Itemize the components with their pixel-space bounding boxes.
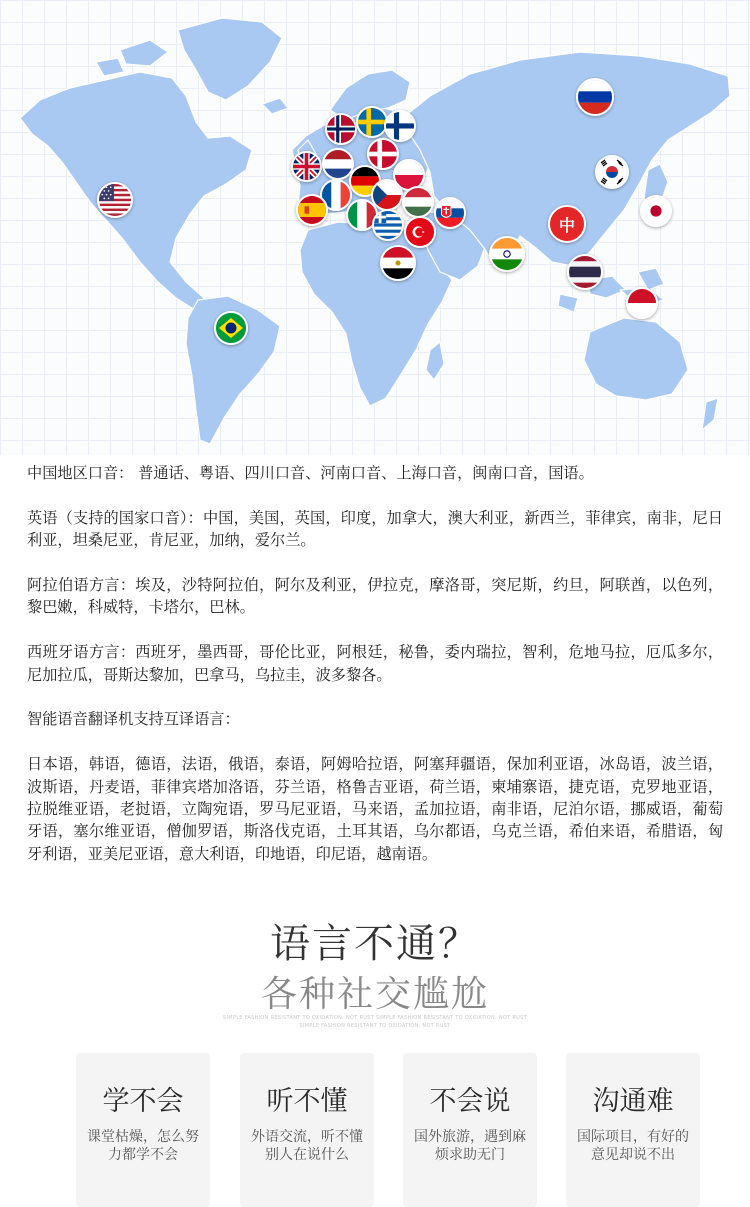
norway-flag-icon: [325, 113, 357, 145]
pain-point-card-understand: [240, 1053, 374, 1207]
card-description: 外语交流，听不懂别人在说什么: [251, 1129, 363, 1163]
uk-flag-icon: [291, 151, 322, 182]
finland-flag-icon: [384, 110, 416, 142]
card-description: 国外旅游，遇到麻烦求助无门: [414, 1129, 526, 1163]
chinese-accents-paragraph: 中国地区口音： 普通话、粤语、四川口音、河南口音、上海口音，闽南口音，国语。: [27, 464, 594, 482]
translation-languages-list: 日本语，韩语，德语，法语，俄语，泰语，阿姆哈拉语，阿塞拜疆语，保加利亚语，冰岛语，波兰语，波斯语，丹麦语，菲律宾塔加洛语，芬兰语，格鲁吉亚语，荷兰语，柬埔寨语，捷克语，克罗地亚语，拉脱维亚语，老挝语，立陶宛语，罗马尼亚语，马来语，孟加拉语，南非语，尼泊尔语，挪威语，葡萄牙语，塞尔维亚语，僧伽罗语，斯洛伐克语，土耳其语，乌尔都语，乌克兰语，希伯来语，希腊语，匈牙利语，亚美尼亚语，意大利语，印地语，印尼语，越南语。: [27, 755, 723, 863]
china-flag-label: 中: [558, 215, 575, 235]
greece-flag-icon: [372, 209, 404, 241]
slogan-fine-print-1: SIMPLE FASHION RESISTANT TO OXIDATION, NOT RUST SIMPLE FASHION RESISTANT TO OXIDATION, NOT RUST: [223, 1015, 527, 1021]
language-support-text: [27, 462, 723, 888]
english-accents-paragraph: 英语（支持的国家口音）：中国，美国，英国，印度，加拿大，澳大利亚，新西兰，菲律宾，南非，尼日利亚，坦桑尼亚，肯尼亚，加纳，爱尔兰。: [27, 508, 723, 550]
hungary-flag-icon: [402, 186, 434, 218]
slogan-subtitle: 各种社交尴尬: [260, 974, 489, 1015]
pain-point-card-communicate: [566, 1053, 700, 1207]
indonesia-flag-icon: [626, 287, 658, 319]
china-flag-icon: [548, 205, 586, 243]
slovakia-flag-icon: [434, 197, 466, 229]
pain-point-card-speak: [403, 1053, 537, 1207]
card-title: 沟通难: [592, 1086, 674, 1117]
japan-flag-icon: [640, 195, 672, 227]
usa-flag-icon: [97, 182, 133, 218]
sweden-flag-icon: [356, 106, 388, 138]
spanish-dialects-paragraph: 西班牙语方言：西班牙，墨西哥，哥伦比亚，阿根廷，秘鲁，委内瑞拉，智利，危地马拉，厄瓜多尔，尼加拉瓜，哥斯达黎加，巴拿马，乌拉圭，波多黎各。: [27, 643, 723, 684]
pain-point-card-learn: [76, 1053, 210, 1207]
card-description: 国际项目，有好的意见却说不出: [577, 1129, 689, 1163]
slogan-title: 语言不通？: [270, 921, 480, 967]
brazil-flag-icon: [214, 311, 248, 345]
korea-flag-icon: [595, 155, 629, 189]
egypt-flag-icon: [380, 245, 416, 281]
thailand-flag-icon: [567, 254, 603, 290]
card-title: 不会说: [429, 1086, 511, 1117]
translation-languages-heading: 智能语音翻译机支持互译语言：: [27, 710, 240, 729]
card-title: 学不会: [102, 1086, 184, 1117]
india-flag-icon: [489, 236, 525, 272]
card-description: 课堂枯燥，怎么努力都学不会: [87, 1129, 199, 1163]
slogan-fine-print-2: SIMPLE FASHION RESISTANT TO OXIDATION, NOT RUST: [299, 1023, 451, 1029]
russia-flag-icon: [576, 78, 614, 116]
world-map: [0, 0, 750, 455]
turkey-flag-icon: [404, 216, 436, 248]
spain-flag-icon: [296, 194, 328, 226]
arabic-dialects-paragraph: 阿拉伯语方言：埃及，沙特阿拉伯，阿尔及利亚，伊拉克，摩洛哥，突尼斯，约旦，阿联酋，以色列，黎巴嫩，科威特，卡塔尔，巴林。: [27, 576, 723, 617]
card-title: 听不懂: [266, 1086, 348, 1117]
